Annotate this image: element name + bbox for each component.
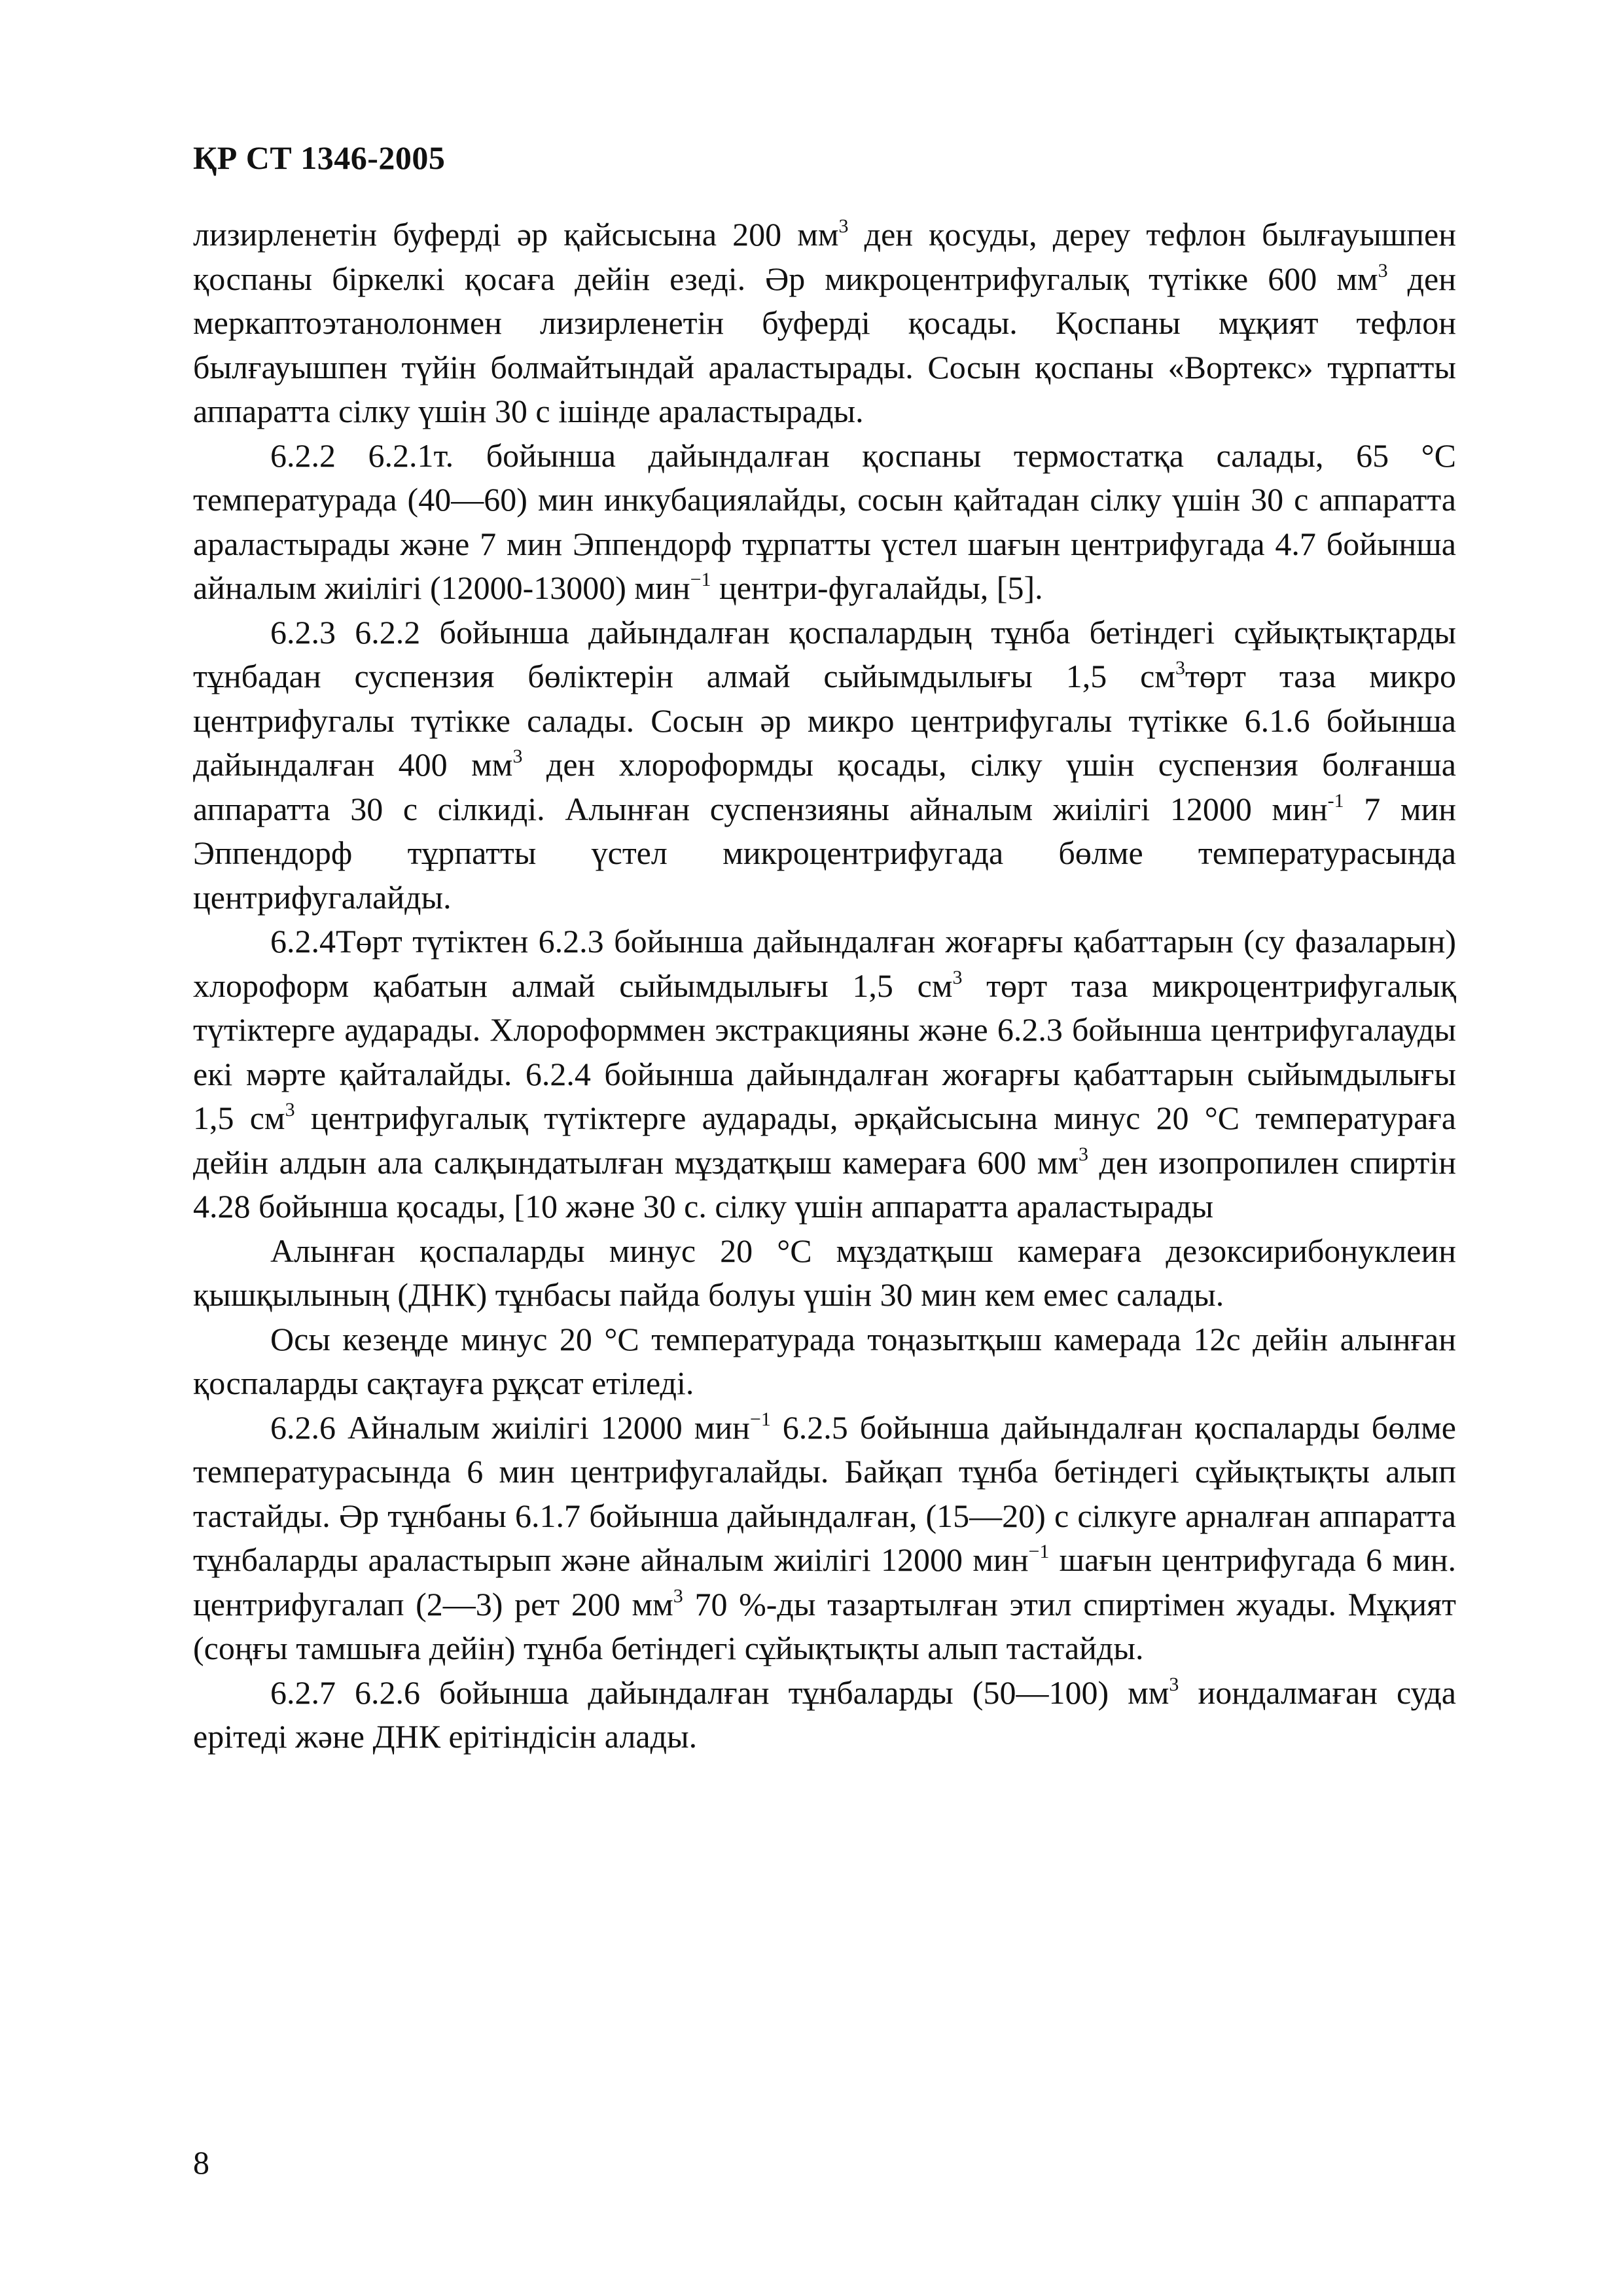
text-run: 6.2.3 6.2.2 бойынша дайындалған қоспалардың тұнба бетіндегі сұйықтықтарды тұнбадан суспензия бөліктерін алмай сыйымдылығы 1,5 см: [193, 613, 1456, 694]
text-run: 70 %-ды тазартылған этил спиртімен жуады. Мұқият (соңғы тамшыға дейін) тұнба бетіндегі сұйықтықты алып тастайды.: [193, 1585, 1456, 1666]
text-run: 6.2.6 Айналым жиілігі 12000 мин: [270, 1408, 750, 1446]
text-run: 6.2.4Төрт түтіктен 6.2.3 бойынша дайындалған жоғарғы қабаттарын (су фазаларын) хлороформ қабатын алмай сыйымдылығы 1,5 см: [193, 923, 1456, 1004]
paragraph: [193, 920, 1456, 1229]
superscript: 3: [952, 966, 963, 988]
text-run: ден қосуды, дереу тефлон былғауышпен қоспаны біркелкі қосаға дейін езеді. Әр микроцентрифугалық түтікке 600 мм: [193, 216, 1456, 297]
page-number: 8: [193, 2144, 209, 2181]
text-run: төрт таза микроцентрифугалық түтіктерге аударады. Хлороформмен экстракцияны және 6.2.3 бойынша центрифугалауды екі мәрте қайталайды. 6.2.4 бойынша дайындалған жоғарғы қабаттарын сыйымдылығы 1,5 см: [193, 967, 1456, 1136]
superscript: 3: [1175, 657, 1185, 679]
document-body: [193, 213, 1456, 1759]
paragraph: [193, 434, 1456, 611]
superscript: 3: [285, 1099, 295, 1121]
text-run: шағын центрифугада 6 мин. центрифугалап (2—3) рет 200 мм: [193, 1541, 1456, 1623]
text-run: 7 мин Эппендорф тұрпатты үстел микроцентрифугада бөлме температурасында центрифугалайды.: [193, 790, 1456, 916]
superscript: 3: [1079, 1143, 1089, 1165]
text-run: центри-фугалайды, [5].: [711, 569, 1043, 606]
text-run: 6.2.2 6.2.1т. бойынша дайындалған қоспаны термостатқа салады, 65 °С температурада (40—60) мин инкубациялайды, сосын қайтадан сілку үшін 30 с аппаратта араластырады және 7 мин Эппендорф тұрпатты үстел шағын центрифугада 4.7 бойынша айналым жиілігі (12000-13000) мин: [193, 437, 1456, 606]
text-run: ден хлороформды қосады, сілку үшін суспензия болғанша аппаратта 30 с сілкиді. Алынған суспензияны айналым жиілігі 12000 мин: [193, 746, 1456, 827]
document-header: ҚР СТ 1346-2005: [193, 139, 446, 176]
superscript: 3: [1169, 1673, 1179, 1695]
text-run: 6.2.7 6.2.6 бойынша дайындалған тұнбаларды (50—100) мм: [270, 1674, 1169, 1711]
text-run: ден изопропилен спиртін 4.28 бойынша қосады, [10 және 30 с. сілку үшін аппаратта араластырады: [193, 1143, 1456, 1225]
paragraph: [193, 1318, 1456, 1406]
superscript: 3: [838, 215, 849, 237]
paragraph: [193, 1671, 1456, 1759]
paragraph: [193, 1406, 1456, 1671]
superscript: 3: [1378, 259, 1388, 281]
text-run: лизирленетін буферді әр қайсысына 200 мм: [193, 216, 839, 253]
paragraph: [193, 611, 1456, 920]
paragraph: [193, 213, 1456, 434]
superscript: 3: [512, 745, 523, 767]
superscript: −1: [690, 569, 711, 590]
superscript: 3: [673, 1585, 683, 1607]
text-run: иондалмаған суда ерітеді және ДНК ерітіндісін алады.: [193, 1674, 1456, 1755]
superscript: -1: [1327, 789, 1344, 812]
superscript: −1: [749, 1408, 771, 1430]
text-run: 6.2.5 бойынша дайындалған қоспаларды бөлме температурасында 6 мин центрифугалайды. Байқап тұнба бетіндегі сұйықтықты алып тастайды. Әр тұнбаны 6.1.7 бойынша дайындалған, (15—20) с сілкуге арналған аппаратта тұнбаларды араластырып және айналым жиілігі 12000 мин: [193, 1408, 1456, 1578]
text-run: ден меркаптоэтанолонмен лизирленетін буферді қосады. Қоспаны мұқият тефлон былғауышпен түйін болмайтындай араластырады. Сосын қоспаны «Вортекс» тұрпатты аппаратта сілку үшін 30 с ішінде араластырады.: [193, 260, 1457, 429]
text-run: төрт таза микро центрифугалы түтікке салады. Сосын әр микро центрифугалы түтікке 6.1.6 бойынша дайындалған 400 мм: [193, 658, 1456, 783]
text-run: центрифугалық түтіктерге аударады, әрқайсысына минус 20 °С температураға дейін алдын ала салқындатылған мұздатқыш камераға 600 мм: [193, 1100, 1456, 1181]
paragraph: [193, 1229, 1456, 1318]
text-run: Алынған қоспаларды минус 20 °С мұздатқыш камераға дезоксирибонуклеин қышқылының (ДНК) тұнбасы пайда болуы үшін 30 мин кем емес салады.: [193, 1232, 1456, 1313]
text-run: Осы кезеңде минус 20 °С температурада тоңазытқыш камерада 12с дейін алынған қоспаларды сақтауға рұқсат етіледі.: [193, 1320, 1456, 1401]
superscript: −1: [1028, 1541, 1050, 1562]
